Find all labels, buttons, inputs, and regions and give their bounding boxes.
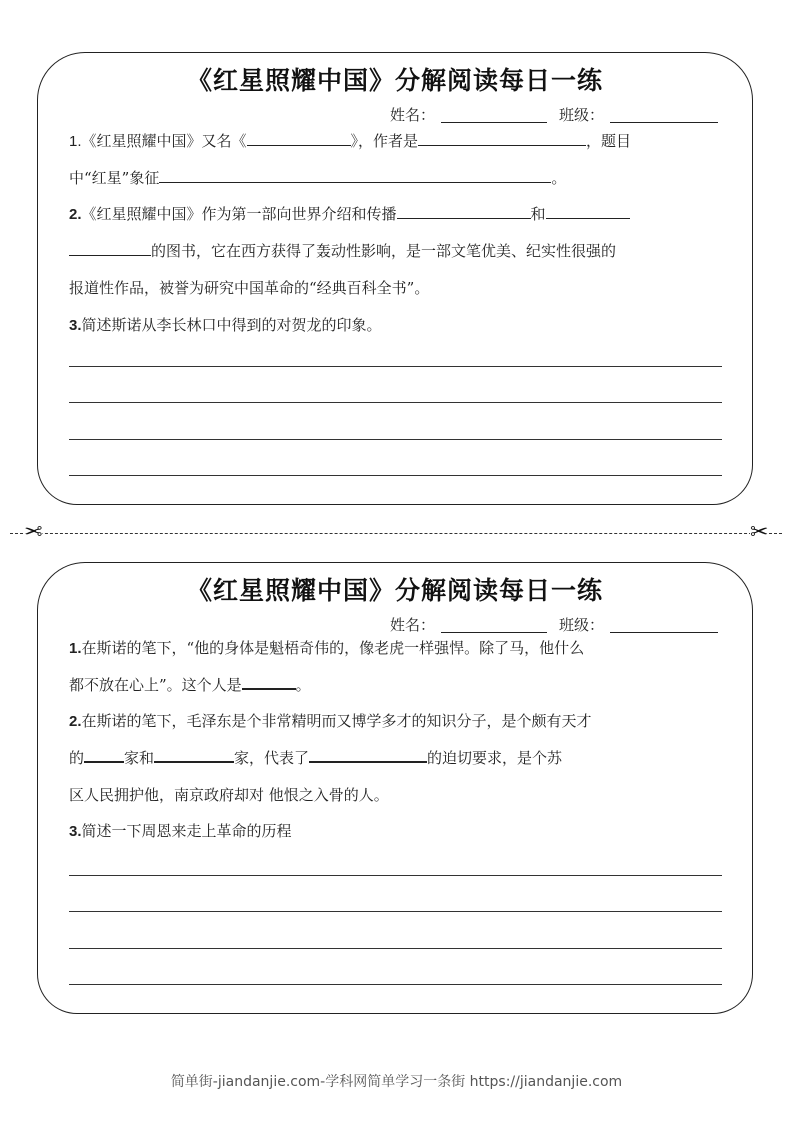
answer-blank[interactable] [418,131,586,146]
question-text: 区人民拥护他，南京政府却对 他恨之入骨的人。 [69,786,389,804]
question-2 [69,196,725,307]
answer-line[interactable] [69,984,722,985]
question-text: 简述一下周恩来走上革命的历程 [81,822,292,840]
answer-blank[interactable] [154,747,234,763]
answer-blank[interactable] [247,131,351,146]
question-text: ，题目 [586,132,632,150]
name-blank[interactable] [441,106,547,123]
answer-blank[interactable] [309,747,427,763]
class-blank[interactable] [610,106,718,123]
question-text: 的 [69,749,85,767]
question-text: 的迫切要求，是个苏 [427,749,563,767]
answer-line[interactable] [69,475,722,476]
worksheet-title: 《红星照耀中国》分解阅读每日一练 [186,576,603,605]
question-number: 2. [69,206,82,223]
scissors-icon: ✂ [750,520,769,545]
worksheet-card-2 [37,562,753,1014]
question-text: 都不放在心上”。这个人是 [69,676,242,694]
answer-line[interactable] [69,911,722,912]
question-3 [69,813,725,850]
question-number: 3. [69,317,82,334]
question-text: 。 [551,169,567,187]
scissors-icon: ✂ [24,520,43,545]
question-text: 在斯诺的笔下，“他的身体是魁梧奇伟的，像老虎一样强悍。除了马，他什么 [81,639,585,657]
question-text: 。 [295,676,311,694]
question-3 [69,307,725,344]
question-text: 家，代表了 [234,749,310,767]
question-2 [69,703,725,814]
name-label: 姓名： [389,616,435,634]
question-1 [69,123,725,197]
question-text: 《红星照耀中国》作为第一部向世界介绍和传播 [81,205,397,223]
question-text: 报道性作品，被誉为研究中国革命的“经典百科全书”。 [69,279,430,297]
answer-blank[interactable] [242,674,296,690]
question-number: 1. [69,133,82,150]
class-label: 班级： [558,106,604,124]
question-text: 和 [530,205,546,223]
cut-line [10,533,782,534]
question-text: 》，作者是 [350,132,419,150]
worksheet-card-1 [37,52,753,505]
answer-line[interactable] [69,402,722,403]
question-number: 3. [69,823,82,840]
name-class-row [390,104,718,125]
answer-line[interactable] [69,439,722,440]
worksheet-title: 《红星照耀中国》分解阅读每日一练 [186,66,603,95]
question-1 [69,630,725,704]
answer-blank[interactable] [159,168,551,183]
class-label: 班级： [558,616,604,634]
question-text: 《红星照耀中国》又名《 [81,132,247,150]
answer-blank[interactable] [84,747,124,763]
question-text: 在斯诺的笔下，毛泽东是个非常精明而又博学多才的知识分子，是个颇有天才 [81,712,592,730]
footer-watermark: 简单街-jiandanjie.com-学科网简单学习一条街 https://jiandanjie.com [170,1074,623,1090]
question-number: 1. [69,640,82,657]
answer-line[interactable] [69,875,722,876]
answer-blank[interactable] [546,204,630,219]
answer-blank[interactable] [69,241,151,256]
name-label: 姓名： [389,106,435,124]
answer-line[interactable] [69,366,722,367]
question-text: 的图书，它在西方获得了轰动性影响，是一部文笔优美、纪实性很强的 [151,242,617,260]
question-number: 2. [69,713,82,730]
answer-line[interactable] [69,948,722,949]
question-text: 简述斯诺从李长林口中得到的对贺龙的印象。 [81,316,382,334]
question-text: 家和 [124,749,155,767]
answer-blank[interactable] [397,204,531,219]
question-text: 中“红星”象征 [69,169,160,187]
